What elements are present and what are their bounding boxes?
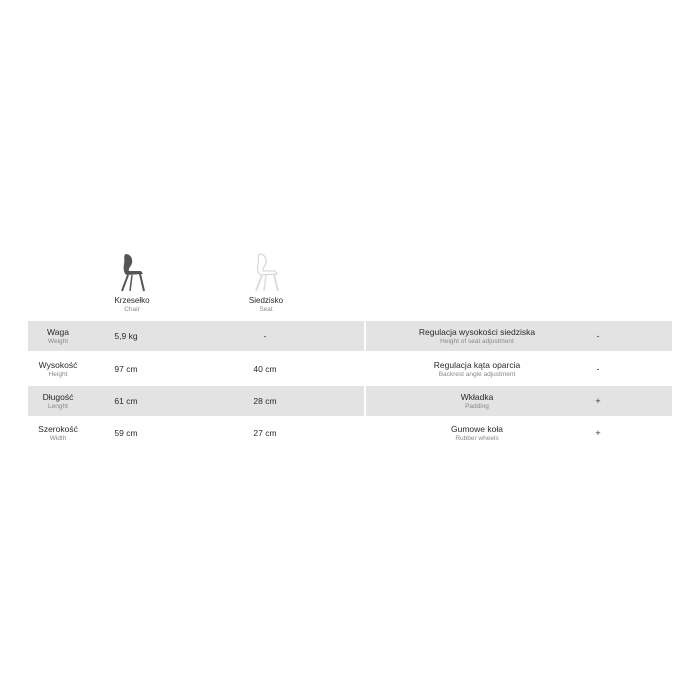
- table-row: [366, 321, 672, 351]
- row-label: Waga: [47, 326, 69, 337]
- feature-value: -: [596, 331, 600, 341]
- row-label-en: Weight: [47, 337, 69, 345]
- chair-column-header: [92, 252, 172, 313]
- chair-column-title: Krzesełko: [114, 296, 150, 305]
- seat-value: 28 cm: [253, 396, 277, 406]
- seat-column-header: [226, 252, 306, 313]
- table-row: [28, 321, 364, 351]
- table-row: [366, 386, 672, 416]
- table-row: [366, 354, 672, 384]
- seat-value: 40 cm: [253, 364, 277, 374]
- feature-label: Gumowe koła: [451, 423, 503, 434]
- row-label: Szerokość: [38, 423, 78, 434]
- chair-value: 5,9 kg: [114, 331, 138, 341]
- chair-column-subtitle: Chair: [124, 306, 140, 313]
- feature-label-en: Rubber wheels: [455, 434, 499, 442]
- table-row: [28, 386, 364, 416]
- seat-icon: [251, 252, 281, 292]
- seat-column-subtitle: Seat: [259, 306, 273, 313]
- feature-value: -: [596, 364, 600, 374]
- feature-label: Regulacja wysokości siedziska: [418, 326, 536, 337]
- chair-value: 97 cm: [114, 364, 138, 374]
- feature-label: Wkładka: [460, 391, 494, 402]
- chair-icon: [117, 252, 147, 292]
- table-row: [28, 418, 364, 448]
- chair-value: 61 cm: [114, 396, 138, 406]
- seat-column-title: Siedzisko: [248, 296, 284, 305]
- row-label-en: Height: [48, 370, 68, 378]
- seat-value: -: [263, 331, 267, 341]
- table-row: [28, 354, 364, 384]
- feature-label-en: Backrest angle adjustment: [438, 370, 516, 378]
- feature-value: +: [595, 428, 601, 438]
- feature-label-en: Padding: [465, 402, 489, 410]
- feature-label: Regulacja kąta oparcia: [433, 359, 521, 370]
- chair-value: 59 cm: [114, 428, 138, 438]
- row-label: Wysokość: [38, 359, 78, 370]
- seat-value: 27 cm: [253, 428, 277, 438]
- table-row: [366, 418, 672, 448]
- row-label-en: Lenght: [48, 402, 68, 410]
- feature-label-en: Height of seat adjustment: [440, 337, 514, 345]
- feature-value: +: [595, 396, 601, 406]
- row-label-en: Width: [49, 434, 67, 442]
- row-label: Długość: [42, 391, 74, 402]
